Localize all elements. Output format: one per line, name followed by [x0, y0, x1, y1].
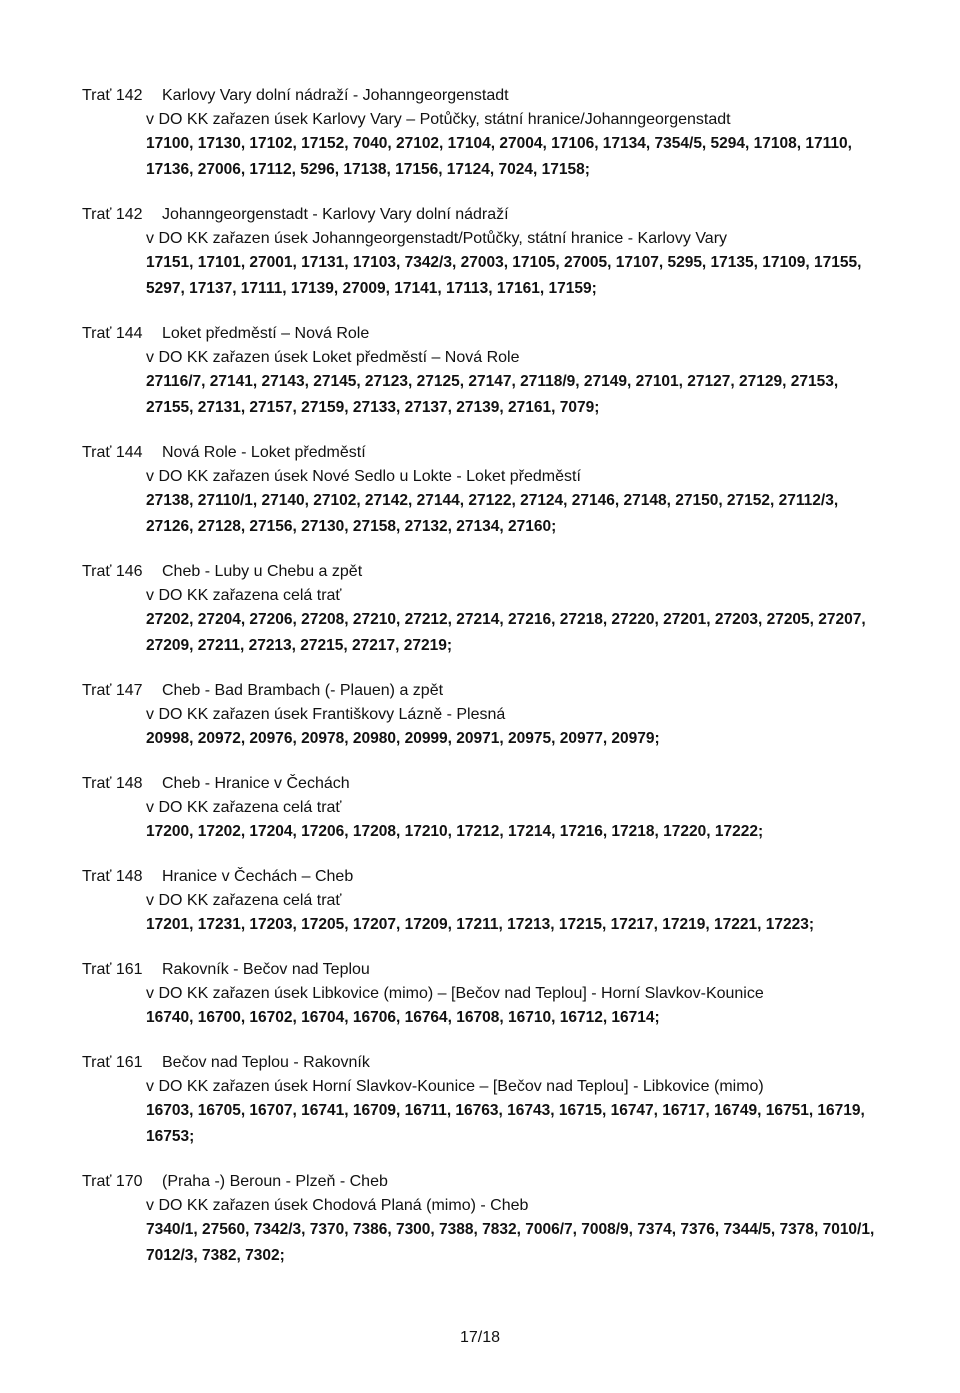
- track-route: Karlovy Vary dolní nádraží - Johanngeorgenstadt: [162, 87, 509, 104]
- track-heading: [82, 1051, 902, 1075]
- track-route: Cheb - Bad Brambach (- Plauen) a zpět: [162, 682, 444, 699]
- train-numbers: 16703, 16705, 16707, 16741, 16709, 16711, 16763, 16743, 16715, 16747, 16717, 16749, 16751, 16719, 16753;: [146, 1102, 865, 1145]
- track-heading: [82, 958, 902, 982]
- track-route: (Praha -) Beroun - Plzeň - Cheb: [162, 1173, 388, 1190]
- track-number: Trať 170: [82, 1173, 143, 1190]
- track-route: Hranice v Čechách – Cheb: [162, 868, 354, 885]
- train-numbers: 27138, 27110/1, 27140, 27102, 27142, 27144, 27122, 27124, 27146, 27148, 27150, 27152, 27112/3, 27126, 27128, 27156, 27130, 27158, 27132, 27134, 27160;: [146, 492, 839, 535]
- track-number: Trať 161: [82, 1054, 143, 1071]
- track-entries: [82, 84, 902, 1289]
- track-section: v DO KK zařazen úsek Nové Sedlo u Lokte - Loket předměstí: [146, 467, 581, 485]
- track-section: v DO KK zařazena celá trať: [146, 798, 342, 816]
- track-entry: [82, 865, 902, 938]
- track-entry: [82, 679, 902, 752]
- track-number: Trať 161: [82, 961, 143, 978]
- track-section: v DO KK zařazen úsek Loket předměstí – Nová Role: [146, 348, 520, 366]
- train-numbers: 17201, 17231, 17203, 17205, 17207, 17209, 17211, 17213, 17215, 17217, 17219, 17221, 17223;: [146, 916, 814, 933]
- track-entry: [82, 322, 902, 421]
- track-entry: [82, 203, 902, 302]
- train-numbers: 27116/7, 27141, 27143, 27145, 27123, 27125, 27147, 27118/9, 27149, 27101, 27127, 27129, 27153, 27155, 27131, 27157, 27159, 27133, 27137, 27139, 27161, 7079;: [146, 373, 839, 416]
- track-heading: [82, 203, 902, 227]
- track-section: v DO KK zařazen úsek Horní Slavkov-Kounice – [Bečov nad Teplou] - Libkovice (mimo): [146, 1077, 764, 1095]
- track-number: Trať 142: [82, 206, 143, 223]
- track-entry: [82, 84, 902, 183]
- track-section: v DO KK zařazena celá trať: [146, 891, 342, 909]
- track-entry: [82, 560, 902, 659]
- train-numbers: 17100, 17130, 17102, 17152, 7040, 27102, 17104, 27004, 17106, 17134, 7354/5, 5294, 17108, 17110, 17136, 27006, 17112, 5296, 17138, 17156, 17124, 7024, 17158;: [146, 135, 852, 178]
- track-heading: [82, 441, 902, 465]
- track-heading: [82, 322, 902, 346]
- track-entry: [82, 441, 902, 540]
- track-number: Trať 147: [82, 682, 143, 699]
- track-section: v DO KK zařazena celá trať: [146, 586, 342, 604]
- track-number: Trať 144: [82, 444, 143, 461]
- track-heading: [82, 560, 902, 584]
- train-numbers: 27202, 27204, 27206, 27208, 27210, 27212, 27214, 27216, 27218, 27220, 27201, 27203, 27205, 27207, 27209, 27211, 27213, 27215, 27217, 27219;: [146, 611, 866, 654]
- track-route: Loket předměstí – Nová Role: [162, 325, 370, 342]
- track-number: Trať 146: [82, 563, 143, 580]
- track-section: v DO KK zařazen úsek Františkovy Lázně - Plesná: [146, 705, 506, 723]
- track-heading: [82, 1170, 902, 1194]
- track-route: Nová Role - Loket předměstí: [162, 444, 366, 461]
- track-number: Trať 148: [82, 775, 143, 792]
- page-number: 17/18: [459, 1329, 501, 1346]
- track-section: v DO KK zařazen úsek Karlovy Vary – Potůčky, státní hranice/Johanngeorgenstadt: [146, 110, 731, 128]
- track-heading: [82, 772, 902, 796]
- track-entry: [82, 1051, 902, 1150]
- train-numbers: 17151, 17101, 27001, 17131, 17103, 7342/3, 27003, 17105, 27005, 17107, 5295, 17135, 17109, 17155, 5297, 17137, 17111, 17139, 27009, 17141, 17113, 17161, 17159;: [146, 254, 862, 297]
- track-route: Bečov nad Teplou - Rakovník: [162, 1054, 370, 1071]
- track-route: Johanngeorgenstadt - Karlovy Vary dolní nádraží: [162, 206, 509, 223]
- track-section: v DO KK zařazen úsek Libkovice (mimo) – [Bečov nad Teplou] - Horní Slavkov-Kounice: [146, 984, 764, 1002]
- track-number: Trať 144: [82, 325, 143, 342]
- track-entry: [82, 1170, 902, 1269]
- train-numbers: 20998, 20972, 20976, 20978, 20980, 20999, 20971, 20975, 20977, 20979;: [146, 730, 660, 747]
- track-number: Trať 148: [82, 868, 143, 885]
- track-entry: [82, 772, 902, 845]
- track-route: Cheb - Luby u Chebu a zpět: [162, 563, 363, 580]
- track-section: v DO KK zařazen úsek Johanngeorgenstadt/Potůčky, státní hranice - Karlovy Vary: [146, 229, 728, 247]
- train-numbers: 17200, 17202, 17204, 17206, 17208, 17210, 17212, 17214, 17216, 17218, 17220, 17222;: [146, 823, 764, 840]
- track-heading: [82, 84, 902, 108]
- track-route: Rakovník - Bečov nad Teplou: [162, 961, 370, 978]
- train-numbers: 7340/1, 27560, 7342/3, 7370, 7386, 7300, 7388, 7832, 7006/7, 7008/9, 7374, 7376, 7344/5, 7378, 7010/1, 7012/3, 7382, 7302;: [146, 1221, 875, 1264]
- track-number: Trať 142: [82, 87, 143, 104]
- track-entry: [82, 958, 902, 1031]
- train-numbers: 16740, 16700, 16702, 16704, 16706, 16764, 16708, 16710, 16712, 16714;: [146, 1009, 660, 1026]
- track-section: v DO KK zařazen úsek Chodová Planá (mimo) - Cheb: [146, 1196, 529, 1214]
- track-heading: [82, 865, 902, 889]
- track-heading: [82, 679, 902, 703]
- track-route: Cheb - Hranice v Čechách: [162, 775, 350, 792]
